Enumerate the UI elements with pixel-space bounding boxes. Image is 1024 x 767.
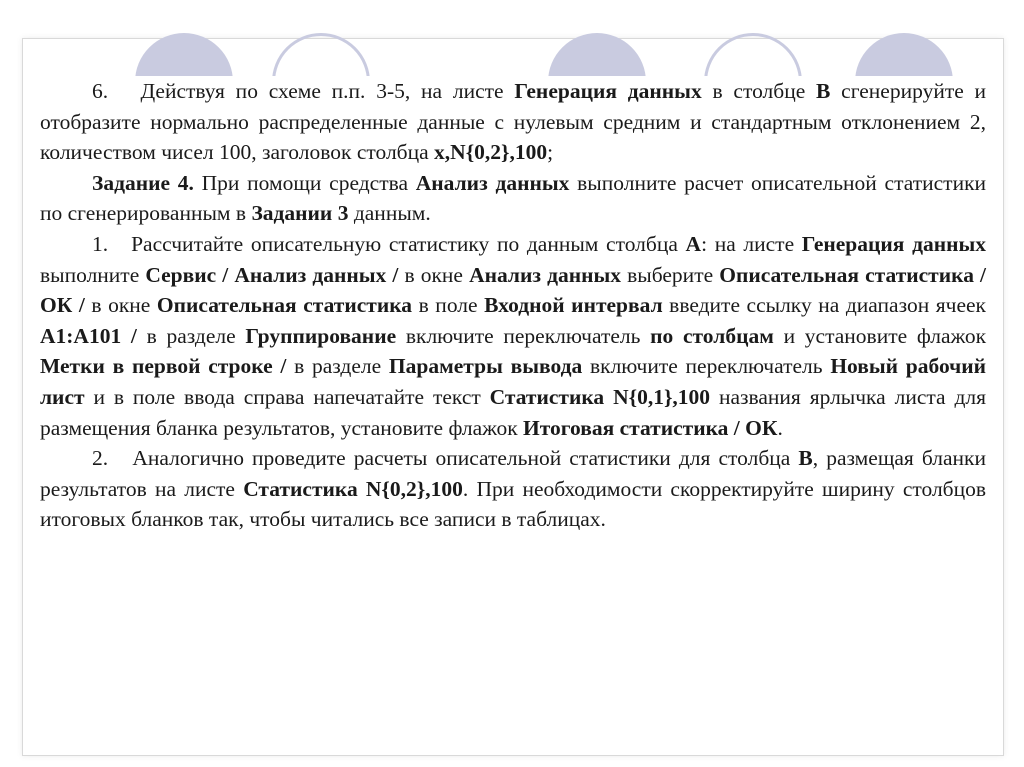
task-4-heading: Задание 4. При помощи средства Анализ данных выполните расчет описательной статистики по сгенерированным в Задании 3 данным. (40, 170, 987, 226)
item-6: 6. Действуя по схеме п.п. 3-5, на листе Генерация данных в столбце B сгенерируйте и отобразите нормально распределенные данные с нулевым средним и стандартным отклонением 2, количеством чисел 100, заголовок столбца x,N{0,2},100; (40, 79, 987, 165)
step-1: 1. Рассчитайте описательную статистику по данным столбца A: на листе Генерация данных выполните Сервис / Анализ данных / в окне Анализ данных выберите Описательная статистика / ОК / в окне Описательная статистика в поле Входной интервал введите ссылку на диапазон ячеек A1:A101 / в разделе Группирование включите переключатель по столбцам и установите флажок Метки в первой строке / в разделе Параметры вывода включите переключатель Новый рабочий лист и в поле ввода справа напечатайте текст Статистика N{0,1},100 названия ярлычка листа для размещения бланка результатов, установите флажок Итоговая статистика / ОК. (40, 231, 987, 440)
step-2: 2. Аналогично проведите расчеты описательной статистики для столбца B, размещая бланки результатов на листе Статистика N{0,2},100. При необходимости скорректируйте ширину столбцов итоговых бланков так, чтобы читались все записи в таблицах. (40, 446, 987, 532)
document-text (40, 76, 986, 535)
